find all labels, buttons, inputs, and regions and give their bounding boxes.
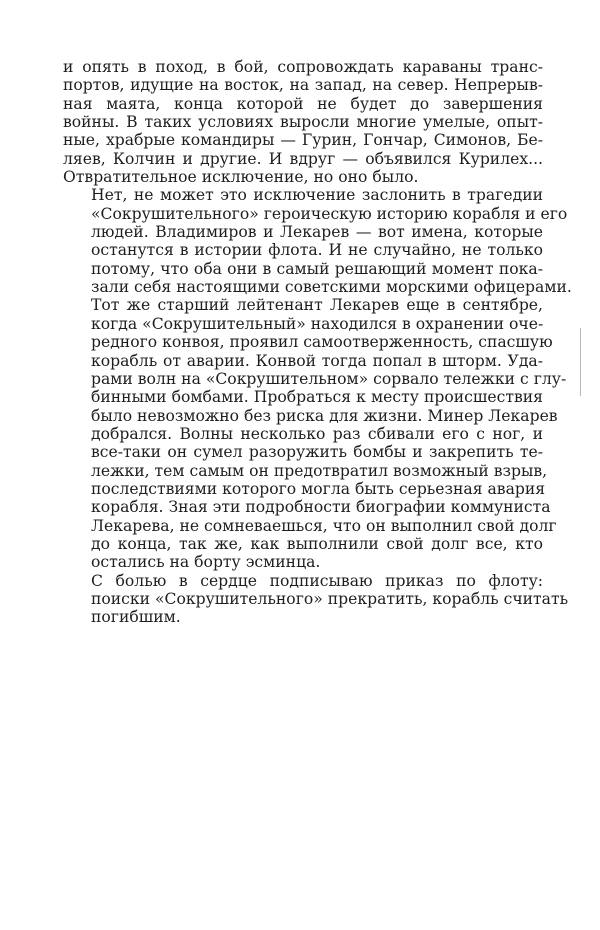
text-line: редного конвоя, проявил самоотверженность, спасшую [91, 333, 553, 352]
text-line: корабля. Зная эти подробности биографии коммуниста [91, 498, 551, 517]
text-line: последствиями которого могла быть серьезная авария [91, 479, 546, 498]
text-line: лежки, тем самым он предотвратил возможный взрыв, [91, 461, 548, 480]
margin-mark [580, 328, 581, 396]
paragraph [63, 571, 569, 627]
paragraph [63, 58, 543, 186]
text-line: добрался. Волны несколько раз сбивали его с ног, и [91, 424, 543, 443]
text-line: людей. Владимиров и Лекарев — вот имена, которые [91, 223, 543, 242]
text-line: ляев, Колчин и другие. И вдруг — объявился Курилех... [63, 149, 543, 168]
text-line: останутся в истории флота. И не случайно, не только [91, 241, 543, 260]
text-line: «Сокрушительного» героическую историю корабля и его [91, 204, 568, 223]
text-line: и опять в поход, в бой, сопровождать караваны транс- [63, 58, 543, 76]
text-line: когда «Сокрушительный» находился в охранении оче- [91, 314, 544, 333]
text-line: рами волн на «Сокрушительном» сорвало тележки с глу- [91, 369, 567, 388]
text-line: ные, храбрые командиры — Гурин, Гончар, Симонов, Бе- [63, 131, 543, 150]
text-line: потому, что оба они в самый решающий момент пока- [91, 259, 543, 278]
text-line: войны. В таких условиях выросли многие умелые, опыт- [63, 113, 543, 132]
text-line: было невозможно без риска для жизни. Минер Лекарев [91, 406, 558, 425]
text-line: Отвратительное исключение, но оно было. [63, 168, 419, 187]
text-line: Нет, не может это исключение заслонить в трагедии [91, 186, 543, 205]
text-line: погибшим. [91, 608, 181, 627]
text-line: ная маята, конца которой не будет до завершения [63, 94, 543, 113]
paragraph [63, 186, 572, 572]
text-line: поиски «Сокрушительного» прекратить, корабль считать [91, 589, 569, 608]
text-line: портов, идущие на восток, на запад, на север. Непрерыв- [63, 76, 543, 95]
body-text [63, 58, 572, 627]
text-line: Тот же старший лейтенант Лекарев еще в сентябре, [91, 296, 543, 315]
text-line: все-таки он сумел разоружить бомбы и закрепить те- [91, 443, 543, 462]
text-line: до конца, так же, как выполнили свой долг все, кто [91, 534, 543, 553]
text-line: остались на борту эсминца. [91, 553, 321, 572]
text-line: С болью в сердце подписываю приказ по флоту: [91, 571, 543, 590]
text-line: корабль от аварии. Конвой тогда попал в шторм. Уда- [91, 351, 543, 370]
text-line: бинными бомбами. Пробраться к месту происшествия [91, 388, 543, 407]
text-line: зали себя настоящими советскими морскими офицерами. [91, 278, 572, 297]
text-line: Лекарева, не сомневаешься, что он выполнил свой долг [91, 516, 557, 535]
